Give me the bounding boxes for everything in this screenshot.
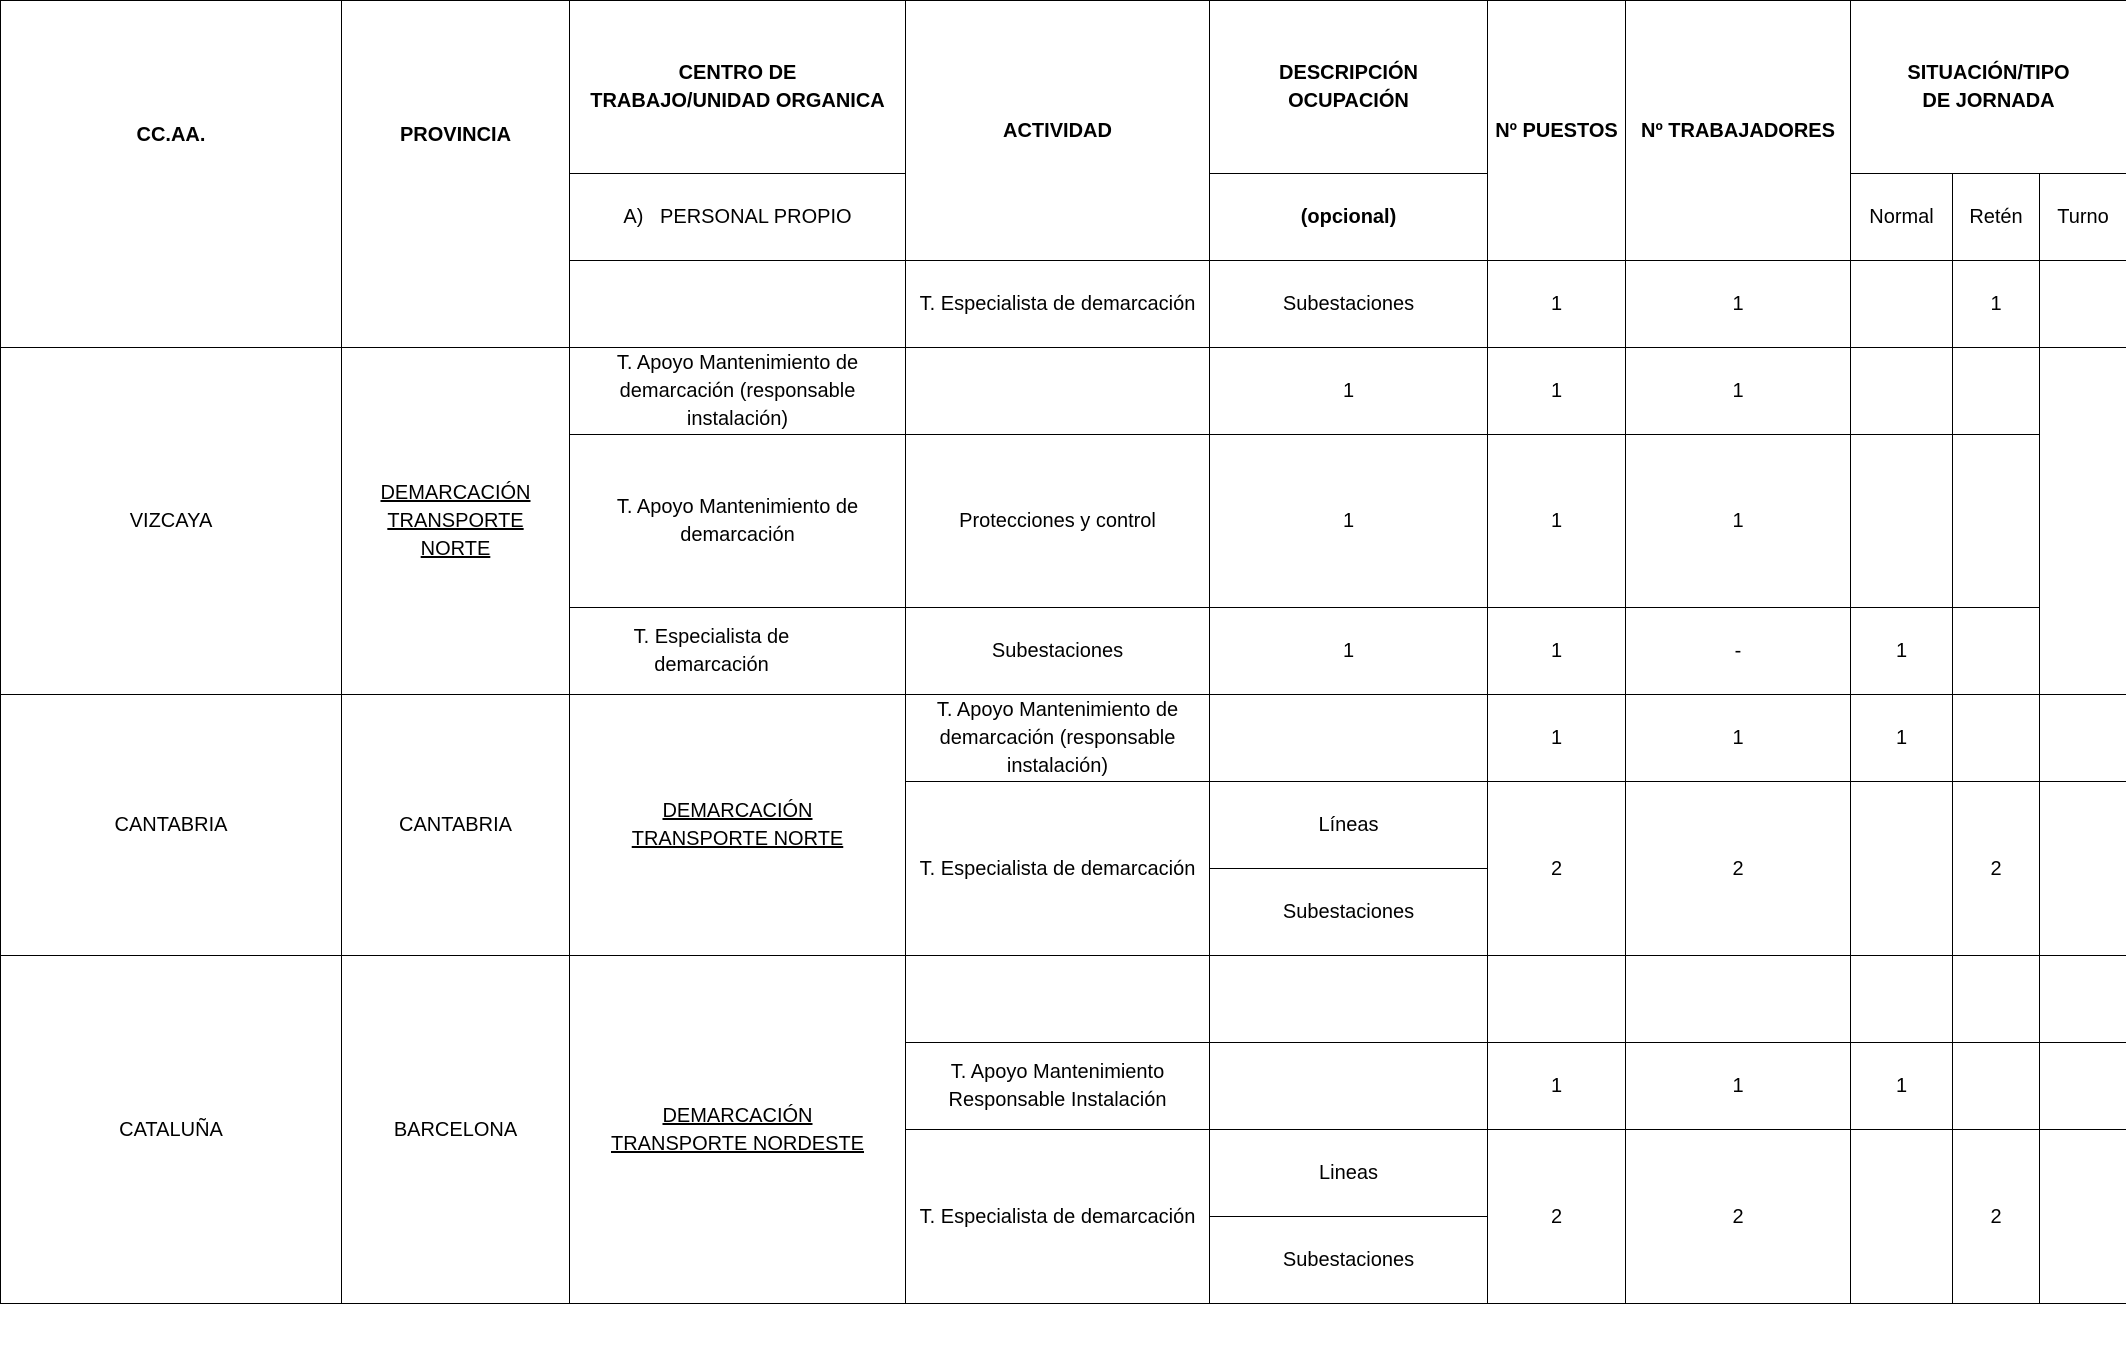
normal-cell [1851,782,1953,956]
actividad-text: T. Especialista de demarcación [633,626,790,676]
puestos-cell [1210,348,1488,435]
header-reten [1953,174,2040,261]
reten-value: 2 [1990,857,2002,880]
trabajadores-value: 1 [1550,640,1563,662]
reten-cell [1851,435,1953,608]
provincia-text: BARCELONA [393,1118,518,1141]
turno-cell [2040,782,2126,956]
trabajadores-cell [1626,956,1851,1043]
actividad-cell [906,695,1210,782]
normal-value: 1 [1895,1075,1908,1097]
header-actividad [906,1,1210,261]
reten-cell [1953,956,2040,1043]
centro-vizcaya [342,348,570,695]
puestos-value: 1 [1342,380,1355,402]
header-trabajadores [1626,1,1851,261]
descripcion-text: Lineas [1319,1162,1378,1184]
normal-value: 1 [1895,727,1908,749]
puestos-cell [1210,435,1488,608]
puestos-value: 1 [1342,640,1355,662]
centro-cataluna [570,956,906,1304]
descripcion-text: Subestaciones [1282,1249,1415,1271]
table-row [1,956,2126,1043]
normal-cell [1626,348,1851,435]
descripcion-cell [906,608,1210,695]
trabajadores-cell [1626,1043,1851,1130]
puestos-value: 1 [1550,1075,1563,1097]
header-reten-text: Retén [1969,206,2023,228]
ccaa-cataluna [1,956,342,1304]
header-descripcion-text: DESCRIPCIÓN OCUPACIÓN [1279,62,1418,112]
trabajadores-value: 2 [1732,857,1744,880]
header-ccaa-text: CC.AA. [136,124,206,146]
actividad-text: T. Apoyo Mantenimiento Responsable Instalación [948,1061,1167,1111]
reten-cell [1953,782,2040,956]
puestos-cell [1488,1130,1626,1304]
puestos-cell [1488,261,1626,348]
actividad-cell [570,608,906,695]
header-provincia-text: PROVINCIA [399,124,512,146]
normal-cell [1626,608,1851,695]
trabajadores-cell [1488,435,1626,608]
normal-cell [1851,1043,1953,1130]
reten-value: 1 [1895,640,1908,662]
normal-value: 1 [1732,380,1744,402]
header-normal [1851,174,1953,261]
header-actividad-text: ACTIVIDAD [1003,119,1112,142]
header-opcional [1210,174,1488,261]
actividad-text: T. Especialista de demarcación [919,293,1196,315]
actividad-cell [906,1043,1210,1130]
descripcion-text: Subestaciones [1282,293,1415,315]
ccaa-text: CANTABRIA [114,814,228,836]
header-normal-text: Normal [1869,206,1934,228]
header-turno-text: Turno [2057,206,2109,228]
header-trabajadores-text: Nº TRABAJADORES [1641,119,1835,142]
table-row [1,695,2126,782]
reten-value: 1 [1990,293,2002,315]
actividad-cell [906,956,1210,1043]
trabajadores-value: 1 [1732,1075,1744,1097]
centro-link: DEMARCACIÓN TRANSPORTE NORTE [380,482,531,560]
puestos-value: 1 [1342,510,1355,532]
trabajadores-cell [1488,608,1626,695]
descripcion-cell [1210,1130,1488,1217]
normal-cell [1851,261,1953,348]
actividad-text: T. Especialista de demarcación [919,1205,1196,1228]
puestos-cell [1210,608,1488,695]
descripcion-cell [1210,695,1488,782]
actividad-text: T. Apoyo Mantenimiento de demarcación [616,496,859,546]
trabajadores-cell [1626,261,1851,348]
centro-cantabria [570,695,906,956]
trabajadores-cell [1488,348,1626,435]
normal-cell [1851,695,1953,782]
turno-cell [1953,435,2040,608]
turno-cell [1953,348,2040,435]
turno-cell [2040,1043,2126,1130]
ccaa-cantabria [1,695,342,956]
reten-value: 2 [1990,1205,2002,1228]
puestos-cell [1488,1043,1626,1130]
trabajadores-cell [1626,1130,1851,1304]
puestos-value: 1 [1550,727,1563,749]
normal-cell [1851,956,1953,1043]
turno-cell [2040,695,2126,782]
reten-cell [1953,1130,2040,1304]
header-descripcion [1210,1,1488,174]
header-situacion [1851,1,2126,174]
turno-cell [2040,956,2126,1043]
descripcion-cell [1210,782,1488,869]
descripcion-cell [906,348,1210,435]
turno-cell [2040,261,2126,348]
actividad-cell [906,782,1210,956]
provincia-text: VIZCAYA [129,510,213,532]
normal-value: 1 [1732,510,1744,532]
trabajadores-value: 1 [1550,510,1563,532]
puestos-value: 2 [1550,1205,1563,1228]
descripcion-text: Subestaciones [991,640,1124,662]
header-turno [2040,174,2126,261]
actividad-text: T. Apoyo Mantenimiento de demarcación (responsable instalación) [616,352,859,430]
normal-cell [1851,1130,1953,1304]
actividad-cell [906,261,1210,348]
descripcion-cell [1210,1043,1488,1130]
table-row [1,348,2126,435]
puestos-value: 2 [1550,857,1563,880]
turno-cell [1953,608,2040,695]
normal-cell [1626,435,1851,608]
actividad-text: T. Especialista de demarcación [919,857,1196,880]
header-centro [570,1,906,174]
header-centro-text: CENTRO DE TRABAJO/UNIDAD ORGANICA [590,62,885,112]
header-personal-propio [570,174,906,261]
trabajadores-value: 1 [1550,380,1563,402]
reten-cell [1953,1043,2040,1130]
trabajadores-cell [1626,782,1851,956]
header-ccaa [1,1,342,348]
reten-cell [1851,348,1953,435]
descripcion-cell [1210,1217,1488,1304]
provincia-barcelona [342,956,570,1304]
turno-cell [2040,1130,2126,1304]
trabajadores-value: 1 [1732,293,1744,315]
trabajadores-cell [1626,695,1851,782]
puestos-cell [1488,695,1626,782]
puestos-cell [1488,956,1626,1043]
descripcion-text: Subestaciones [1282,901,1415,923]
normal-value: - [1734,640,1742,662]
descripcion-cell [1210,956,1488,1043]
centro-empty-cell [570,261,906,348]
descripcion-text: Líneas [1318,814,1379,836]
puestos-cell [1488,782,1626,956]
provincia-cantabria [342,695,570,956]
reten-cell [1953,695,2040,782]
reten-cell [1851,608,1953,695]
ccaa-text: CATALUÑA [119,1118,223,1141]
actividad-cell [906,1130,1210,1304]
provincia-text: CANTABRIA [399,814,512,836]
descripcion-cell [906,435,1210,608]
centro-link: DEMARCACIÓN TRANSPORTE NORDESTE [611,1104,864,1155]
centro-link: DEMARCACIÓN TRANSPORTE NORTE [631,800,844,850]
descripcion-cell [1210,869,1488,956]
header-provincia [342,1,570,348]
header-puestos [1488,1,1626,261]
descripcion-cell [1210,261,1488,348]
puestos-value: 1 [1550,293,1563,315]
descripcion-text: Protecciones y control [959,510,1156,532]
header-puestos-text: Nº PUESTOS [1495,119,1618,142]
header-situacion-text: SITUACIÓN/TIPO DE JORNADA [1907,62,2070,112]
header-opcional-text: (opcional) [1300,206,1397,228]
reten-cell [1953,261,2040,348]
provincia-vizcaya [1,348,342,695]
trabajadores-value: 1 [1732,727,1744,749]
trabajadores-value: 2 [1732,1205,1744,1228]
actividad-cell [570,348,906,435]
actividad-cell [570,435,906,608]
header-personal-propio-text: A) PERSONAL PROPIO [623,206,852,228]
actividad-text: T. Apoyo Mantenimiento de demarcación (responsable instalación) [936,699,1179,777]
